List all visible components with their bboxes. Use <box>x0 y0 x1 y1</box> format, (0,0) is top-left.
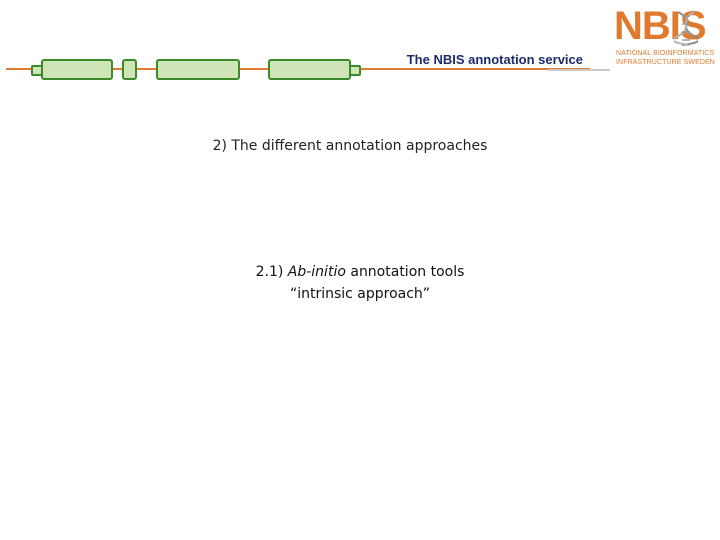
subsection-italic: Ab-initio <box>287 264 346 280</box>
exon-3 <box>156 59 240 80</box>
service-title: The NBIS annotation service <box>406 52 583 67</box>
dna-helix-icon <box>674 10 698 46</box>
gene-line-accent <box>548 69 610 71</box>
subsection-suffix: annotation tools <box>350 264 465 280</box>
section-heading: 2) The different annotation approaches <box>212 138 488 154</box>
subsection-line1 <box>0 261 720 283</box>
exon-2 <box>122 59 137 80</box>
logo-wordmark: NBIS <box>614 4 706 48</box>
nbis-logo <box>614 6 714 70</box>
exon-cap-right <box>349 65 361 76</box>
exon-1 <box>41 59 113 80</box>
subsection-prefix: 2.1) <box>255 264 284 280</box>
subsection-line2: “intrinsic approach” <box>289 286 431 302</box>
logo-subtitle-line1: NATIONAL BIOINFORMATICS <box>616 50 715 57</box>
logo-subtitle-line2: INFRASTRUCTURE SWEDEN <box>616 59 715 66</box>
subsection-title <box>0 261 720 305</box>
exon-4 <box>268 59 351 80</box>
